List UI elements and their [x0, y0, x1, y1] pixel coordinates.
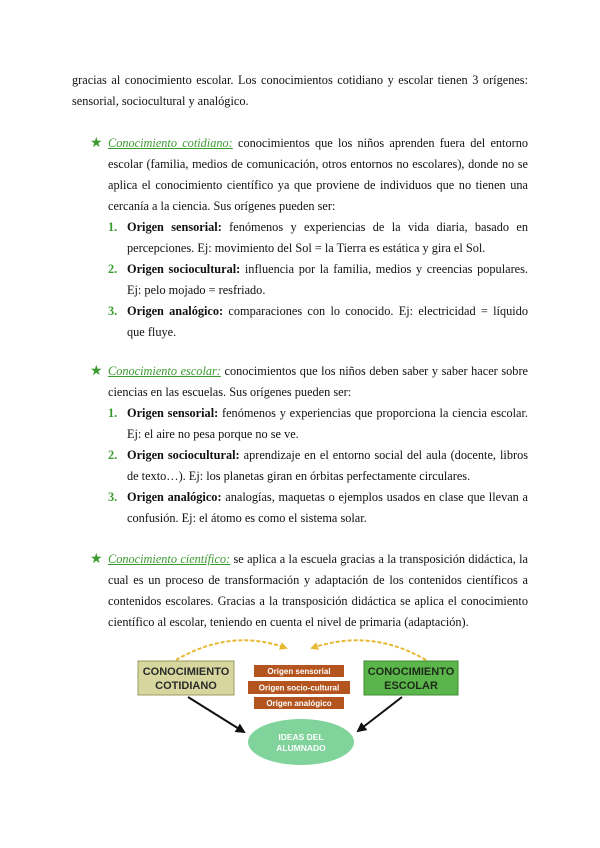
section-heading: Conocimiento escolar:	[108, 364, 221, 378]
origins-list	[90, 403, 528, 529]
origin-bar-label: Origen analógico	[266, 699, 332, 708]
curve-arrow-right	[312, 640, 426, 660]
origin-item: 3. Origen analógico: analogías, maquetas o ejemplos usados en clase que llevan a confusión. Ej: el átomo es como el sistema solar.	[108, 490, 528, 525]
origin-item: 2. Origen sociocultural: influencia por la familia, medios y creencias populares. Ej: pelo mojado = resfriado.	[108, 262, 528, 297]
section-cotidiano	[90, 133, 528, 343]
origin-bar-label: Origen socio-cultural	[258, 683, 340, 693]
left-box-line-1: CONOCIMIENTO	[142, 666, 230, 678]
section-escolar	[90, 361, 528, 529]
right-box-line-1: CONOCIMIENTO	[367, 666, 455, 678]
section-heading: Conocimiento científico:	[108, 552, 231, 566]
origin-item: 1. Origen sensorial: fenómenos y experiencias que proporciona la ciencia escolar. Ej: el aire no pesa porque no se ve.	[108, 406, 529, 441]
star-bullet-icon: ★	[90, 136, 103, 151]
section-paragraph: Conocimiento cotidiano: conocimientos que los niños aprenden fuera del entorno escolar (familia, medios de comunicación, otros entornos no escolares), donde no se aplica el conocimiento científico ya que proviene de individuos que no tienen una cercanía a la ciencia. Sus orígenes pueden ser:	[108, 136, 529, 213]
star-bullet-icon: ★	[90, 552, 103, 567]
ellipse-ideas-del-alumnado	[248, 719, 354, 765]
origin-bar-label: Origen sensorial	[267, 667, 331, 676]
origin-item: 1. Origen sensorial: fenómenos y experiencias de la vida diaria, basado en percepciones. Ej: movimiento del Sol = la Tierra es estática y gira el Sol.	[108, 220, 528, 255]
left-box-line-2: COTIDIANO	[155, 680, 217, 692]
arrow-right-to-ideas	[358, 697, 402, 731]
arrow-left-to-ideas	[188, 697, 244, 732]
ellipse-line-2: ALUMNADO	[276, 743, 326, 753]
section-heading: Conocimiento cotidiano:	[108, 136, 233, 150]
right-box-line-2: ESCOLAR	[384, 680, 438, 692]
intro-paragraph: gracias al conocimiento escolar. Los conocimientos cotidiano y escolar tienen 3 orígenes: sensorial, sociocultural y analógico.	[72, 73, 528, 108]
knowledge-diagram	[136, 634, 460, 768]
origin-item: 3. Origen analógico: comparaciones con lo conocido. Ej: electricidad = líquido que fluye.	[108, 304, 528, 339]
section-paragraph: Conocimiento científico: se aplica a la escuela gracias a la transposición didáctica, la cual es un proceso de transformación y adaptación de los contenidos científicos a contenidos escolares. Gracias a la transposición didáctica se aplica el conocimiento científico al escolar, teniendo en cuenta el nivel de primaria (adaptación).	[108, 552, 528, 629]
ellipse-line-1: IDEAS DEL	[278, 732, 324, 742]
origins-list	[90, 217, 528, 343]
section-paragraph: Conocimiento escolar: conocimientos que los niños deben saber y saber hacer sobre ciencias en las escuelas. Sus orígenes pueden ser:	[108, 364, 528, 399]
curve-arrow-left	[176, 640, 286, 660]
origin-item: 2. Origen sociocultural: aprendizaje en el entorno social del aula (docente, libros de texto…). Ej: los planetas giran en órbitas perfectamente circulares.	[108, 448, 528, 483]
section-cientifico	[90, 549, 528, 633]
star-bullet-icon: ★	[90, 364, 103, 379]
